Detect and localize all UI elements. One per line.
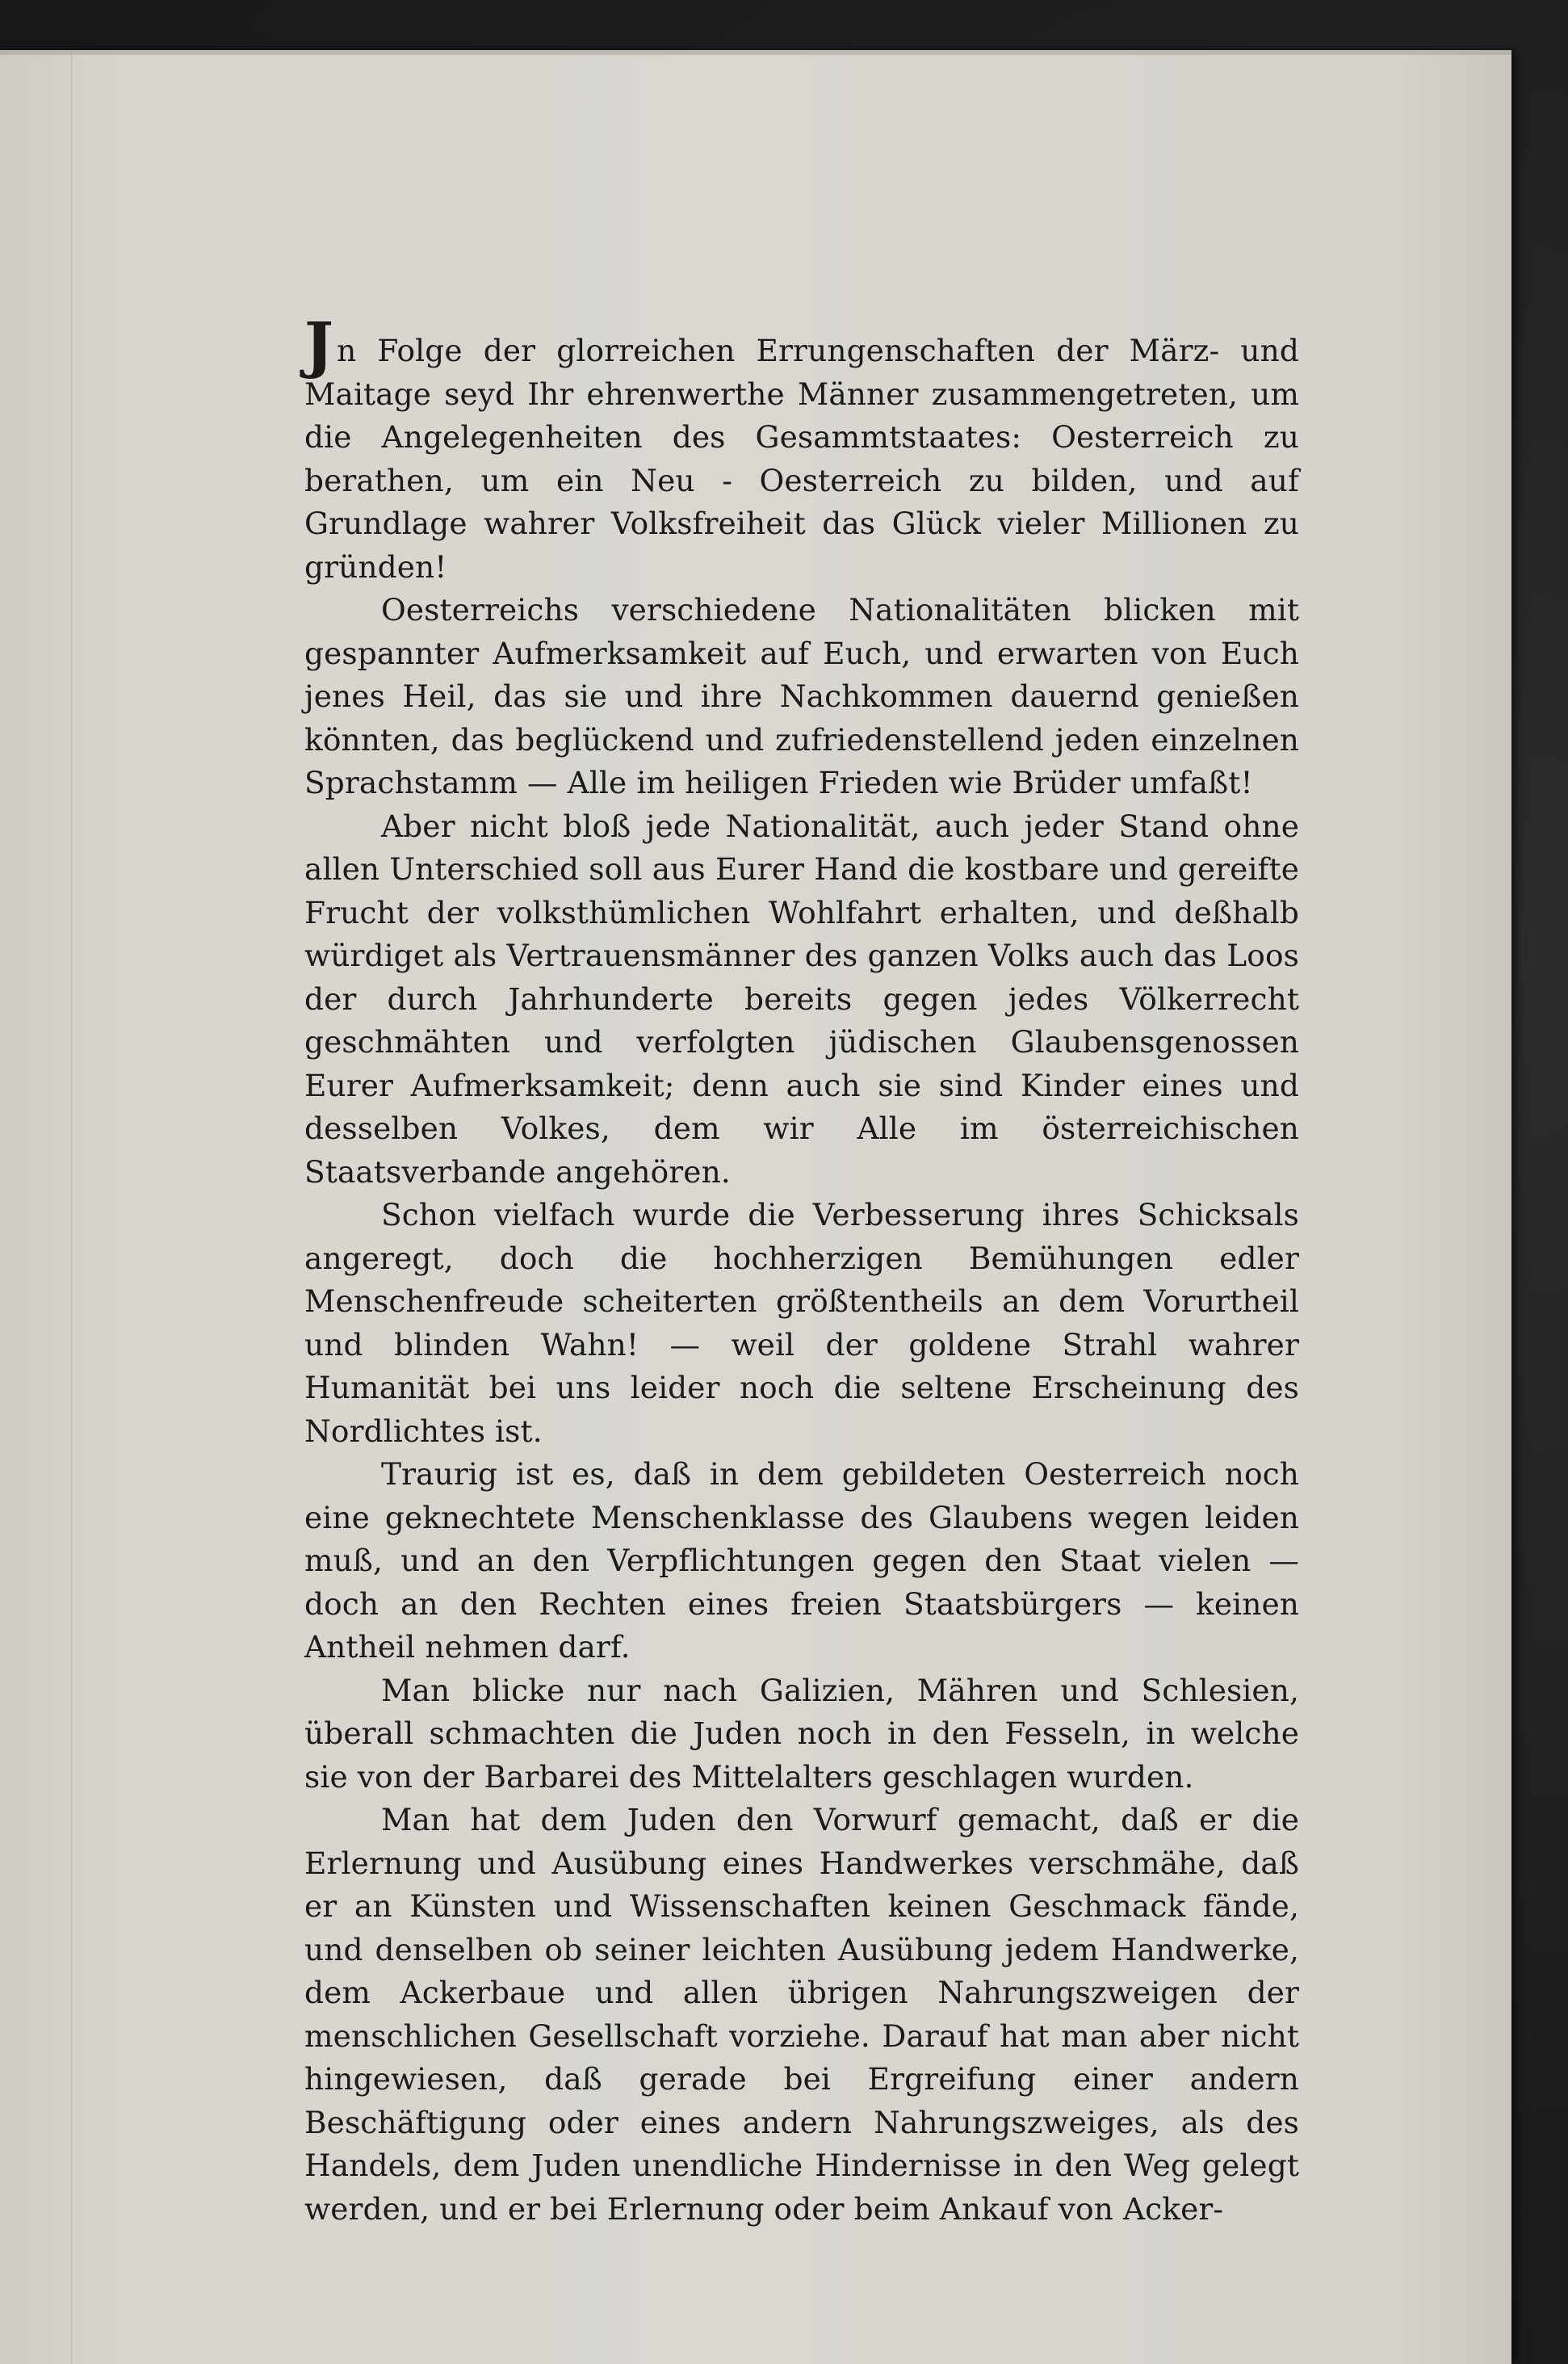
paragraph-7: Man hat dem Juden den Vorwurf gemacht, daß er die Erlernung und Ausübung eines Handwerkes verschmähe, daß er an Künsten und Wissenschaften keinen Geschmack fände, und denselben ob seiner leichten Ausübung jedem Handwerke, dem Ackerbaue und allen übrigen Nahrungszweigen der menschlichen Gesellschaft vorziehe. Darauf hat man aber nicht hingewiesen, daß gerade bei Ergreifung einer andern Beschäftigung oder eines andern Nahrungszweiges, als des Handels, dem Juden unendliche Hindernisse in den Weg gelegt werden, und er bei Erlernung oder beim Ankauf von Acker-: [304, 1802, 1299, 2227]
paragraph-5: Traurig ist es, daß in dem gebildeten Oesterreich noch eine geknechtete Menschenklasse des Glaubens wegen leiden muß, und an den Verpflichtungen gegen den Staat vielen — doch an den Rechten eines freien Staatsbürgers — keinen Antheil nehmen darf.: [304, 1456, 1299, 1665]
drop-cap: J: [304, 309, 334, 380]
paragraph-2: Oesterreichs verschiedene Nationalitäten blicken mit gespannter Aufmerksamkeit auf Euch, und erwarten von Euch jenes Heil, das sie und ihre Nachkommen dauernd genießen könnten, das beglückend und zufriedenstellend jeden einzelnen Sprachstamm — Alle im heiligen Frieden wie Brüder umfaßt!: [304, 592, 1299, 800]
page-top-edge: [0, 50, 1511, 55]
paragraph-6: Man blicke nur nach Galizien, Mähren und Schlesien, überall schmachten die Juden noch in den Fesseln, in welche sie von der Barbarei des Mittelalters geschlagen wurden.: [304, 1672, 1299, 1795]
paragraph-4: Schon vielfach wurde die Verbesserung ihres Schicksals angeregt, doch die hochherzigen Bemühungen edler Menschenfreude scheiterten größtentheils an dem Vorurtheil und blinden Wahn! — weil der goldene Strahl wahrer Humanität bei uns leider noch die seltene Erscheinung des Nordlichtes ist.: [304, 1197, 1299, 1449]
paragraph-1-text: n Folge der glorreichen Errungenschaften der März- und Maitage seyd Ihr ehrenwerthe Männer zusammengetreten, um die Angelegenheiten des Gesammtstaates: Oesterreich zu berathen, um ein Neu - Oesterreich zu bilden, und auf Grundlage wahrer Volksfreiheit das Glück vieler Millionen zu gründen!: [304, 333, 1299, 585]
page-fold-line: [71, 50, 73, 2364]
document-page: [0, 50, 1511, 2364]
document-body: [304, 309, 1299, 2231]
paragraph-3: Aber nicht bloß jede Nationalität, auch jeder Stand ohne allen Unterschied soll aus Eurer Hand die kostbare und gereifte Frucht der volksthümlichen Wohlfahrt erhalten, und deßhalb würdiget als Vertrauensmänner des ganzen Volks auch das Loos der durch Jahrhunderte bereits gegen jedes Völkerrecht geschmähten und verfolgten jüdischen Glaubensgenossen Eurer Aufmerksamkeit; denn auch sie sind Kinder eines und desselben Volkes, dem wir Alle im österreichischen Staatsverbande angehören.: [304, 808, 1299, 1190]
paragraph-1: [304, 309, 1299, 589]
